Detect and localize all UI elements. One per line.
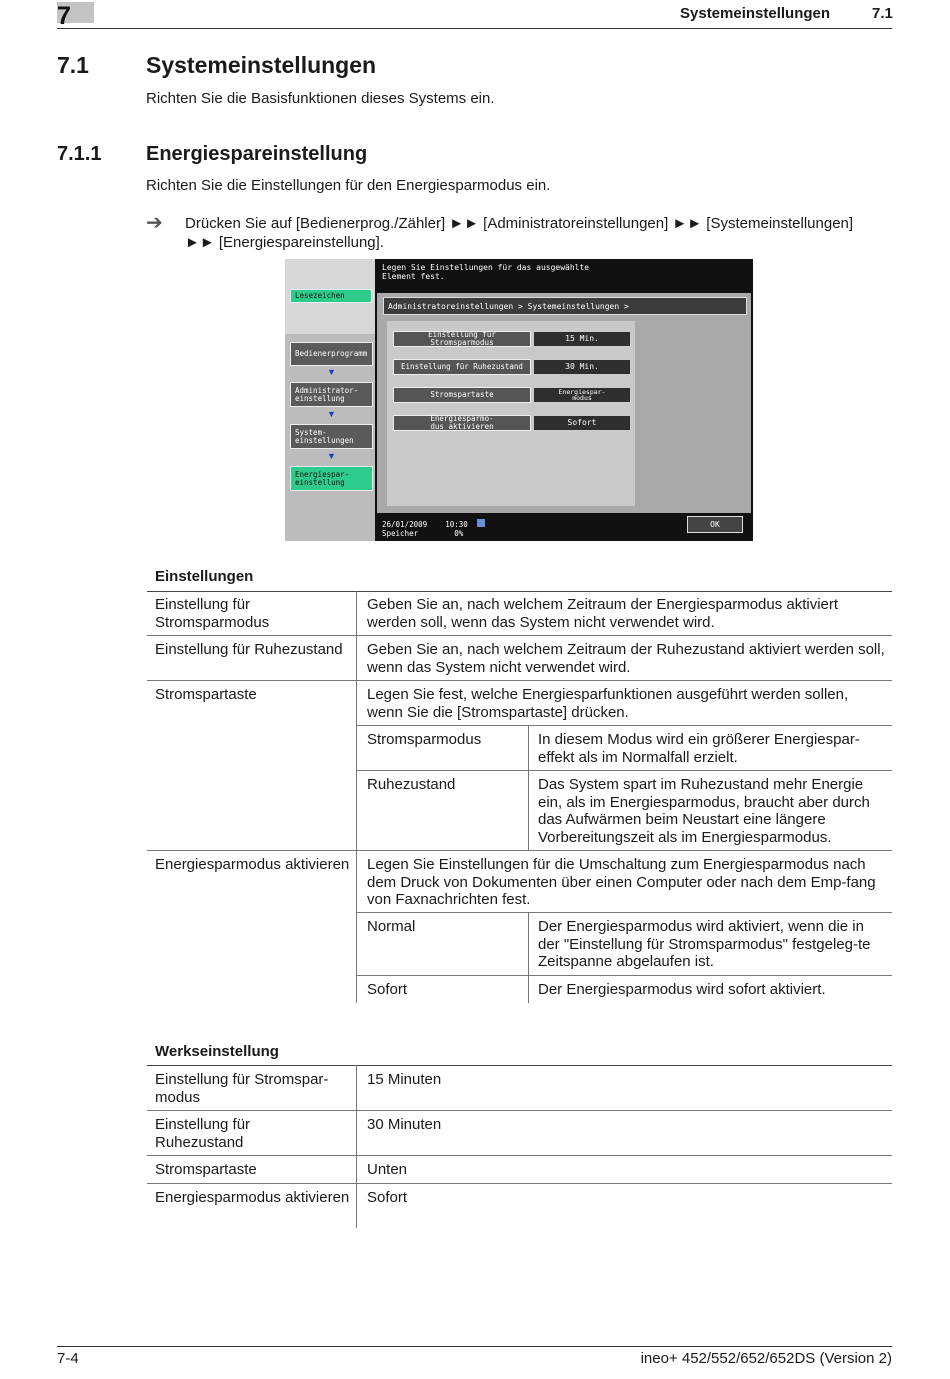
- running-header-section: 7.1: [872, 5, 893, 22]
- nav-arrow-down-icon: ▼: [327, 367, 336, 377]
- table-rule: [147, 591, 892, 592]
- panel-screenshot: [285, 259, 753, 541]
- section-intro: Richten Sie die Basisfunktionen dieses Systems ein.: [146, 90, 495, 107]
- default-name: Energiesparmodus aktivieren: [155, 1189, 350, 1206]
- table-rule: [147, 635, 892, 636]
- chapter-number: 7: [57, 2, 71, 30]
- table-rule: [147, 1155, 892, 1156]
- option-name: Sofort: [367, 981, 408, 998]
- table-subcol-divider: [528, 912, 529, 1003]
- option-desc: Der Energiesparmodus wird aktiviert, wenn die in der "Einstellung für Stromsparmodus" festgeleg-te Zeitspanne abgelaufen ist.: [538, 918, 871, 970]
- option-desc: Der Energiesparmodus wird sofort aktiviert.: [538, 981, 826, 998]
- step-arrow-icon: ➔: [146, 212, 163, 234]
- setting-desc: Legen Sie Einstellungen für die Umschaltung zum Energiesparmodus nach dem Druck von Dokumenten über einen Computer oder nach dem Emp-fang von Faxnachrichten fest.: [367, 856, 876, 908]
- nav-arrow-down-icon: ▼: [327, 451, 336, 461]
- panel-status: 26/01/2009 10:30 Speicher 0%: [382, 520, 468, 538]
- setting-name: Energiesparmodus aktivieren: [155, 856, 350, 873]
- default-name: Einstellung für Stromspar-modus: [155, 1071, 329, 1106]
- step-instruction: Drücken Sie auf [Bedienerprog./Zähler] ►► [Administratoreinstellungen] ►► [Systemeinstellungen] ►► [Energiespareinstellung].: [185, 215, 854, 251]
- default-name: Stromspartaste: [155, 1161, 257, 1178]
- panel-breadcrumb: Administratoreinstellungen > Systemeinstellungen >: [383, 297, 747, 315]
- nav-administratoreinstellung[interactable]: Administrator- einstellung: [290, 382, 373, 407]
- val-ruhezustand: 30 Min.: [533, 359, 631, 375]
- option-name: Ruhezustand: [367, 776, 456, 793]
- option-name: Normal: [367, 918, 416, 935]
- option-desc: In diesem Modus wird ein größerer Energiespar-effekt als im Normalfall erzielt.: [538, 731, 860, 766]
- section-number: 7.1: [57, 52, 89, 78]
- defaults-heading: Werkseinstellung: [155, 1043, 279, 1060]
- settings-heading: Einstellungen: [155, 568, 254, 585]
- table-subcol-divider: [528, 725, 529, 850]
- nav-systemeinstellungen[interactable]: System- einstellungen: [290, 424, 373, 449]
- table-rule: [147, 850, 892, 851]
- val-energiesparmodus-aktivieren: Sofort: [533, 415, 631, 431]
- panel-message: Legen Sie Einstellungen für das ausgewählte Element fest.: [382, 263, 590, 281]
- setting-name: Einstellung für Ruhezustand: [155, 641, 343, 658]
- status-icon: [477, 519, 485, 527]
- table-rule: [356, 912, 892, 913]
- default-value: 15 Minuten: [367, 1071, 442, 1088]
- running-header-title: Systemeinstellungen: [680, 5, 831, 22]
- setting-name: Stromspartaste: [155, 686, 257, 703]
- product-name: ineo+ 452/552/652/652DS (Version 2): [640, 1350, 892, 1367]
- default-value: 30 Minuten: [367, 1116, 442, 1133]
- setting-desc: Geben Sie an, nach welchem Zeitraum der Ruhezustand aktiviert werden soll, wenn das System nicht verwendet wird.: [367, 641, 885, 676]
- panel-settings-area: [387, 321, 635, 506]
- subsection-number: 7.1.1: [57, 143, 102, 165]
- ok-button[interactable]: OK: [687, 516, 743, 533]
- table-rule: [147, 1110, 892, 1111]
- option-name: Stromsparmodus: [367, 731, 482, 748]
- btn-energiesparmodus-aktivieren[interactable]: Energiesparmo- dus aktivieren: [393, 415, 531, 431]
- val-stromsparmodus: 15 Min.: [533, 331, 631, 347]
- table-rule: [147, 1065, 892, 1066]
- bookmark-button[interactable]: Lesezeichen: [290, 289, 372, 303]
- btn-ruhezustand[interactable]: Einstellung für Ruhezustand: [393, 359, 531, 375]
- table-rule: [356, 770, 892, 771]
- setting-name: Einstellung für Stromsparmodus: [155, 596, 270, 631]
- option-desc: Das System spart im Ruhezustand mehr Energie ein, als im Energiesparmodus, braucht aber durch das Aufwärmen beim Neustart eine längere Vorbereitungszeit als im Energiesparmodus.: [538, 776, 870, 846]
- table-rule: [147, 1183, 892, 1184]
- default-name: Einstellung für Ruhezustand: [155, 1116, 251, 1151]
- page-number: 7-4: [57, 1350, 79, 1367]
- val-stromspartaste: Energiespar- modus: [533, 387, 631, 403]
- btn-stromsparmodus[interactable]: Einstellung für Stromsparmodus: [393, 331, 531, 347]
- nav-bedienerprogramm[interactable]: Bedienerprogramm: [290, 342, 373, 366]
- subsection-intro: Richten Sie die Einstellungen für den Energiesparmodus ein.: [146, 177, 551, 194]
- footer-divider: [57, 1346, 892, 1347]
- nav-energiespareinstellung[interactable]: Energiespar- einstellung: [290, 466, 373, 491]
- table-rule: [356, 975, 892, 976]
- btn-stromspartaste[interactable]: Stromspartaste: [393, 387, 531, 403]
- subsection-title: Energiespareinstellung: [146, 143, 368, 165]
- default-value: Unten: [367, 1161, 408, 1178]
- setting-desc: Legen Sie fest, welche Energiesparfunktionen ausgeführt werden sollen, wenn Sie die [Stromspartaste] drücken.: [367, 686, 849, 721]
- table-col-divider: [356, 591, 357, 1003]
- table-col-divider: [356, 1065, 357, 1228]
- section-title: Systemeinstellungen: [146, 52, 377, 78]
- table-rule: [356, 725, 892, 726]
- setting-desc: Geben Sie an, nach welchem Zeitraum der Energiesparmodus aktiviert werden soll, wenn das System nicht verwendet wird.: [367, 596, 839, 631]
- header-divider: [57, 28, 892, 29]
- default-value: Sofort: [367, 1189, 408, 1206]
- table-rule: [147, 680, 892, 681]
- nav-arrow-down-icon: ▼: [327, 409, 336, 419]
